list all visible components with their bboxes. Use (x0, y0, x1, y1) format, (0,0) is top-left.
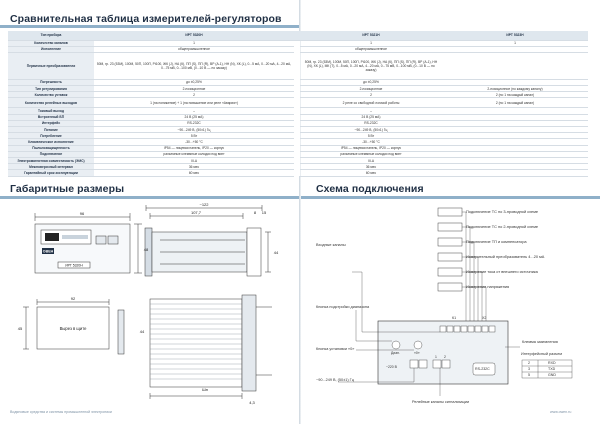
legend-item: Подключение ТС по 3-проводной схеме (466, 209, 539, 214)
comparison-table (8, 31, 588, 177)
legend-item: Измерение напряжения (466, 284, 510, 289)
table-row (8, 170, 588, 176)
cell-irt5320: 5 Вт (94, 133, 294, 139)
interface-signal: GND (548, 373, 556, 377)
diap-label: Диап. (391, 351, 400, 355)
brand-logo (42, 248, 54, 254)
dim-cutout-height: 45 (17, 326, 23, 331)
dim-side-bottom: 4,3 (249, 400, 255, 405)
cell-irt5320: 1 (на понижение) + 1 (на повышение или реле «Авария») (94, 98, 294, 108)
dim-side-b: 15 (261, 210, 267, 215)
cell-irt5320: 60 мес (94, 170, 294, 176)
cell-irt5320: общепромышленное (94, 46, 294, 52)
dim-side-inner: 107,7 (190, 210, 202, 215)
cutout-label: Вырез в щите (59, 326, 87, 331)
cell-irt5321: 36 мес (300, 164, 442, 170)
header-cell: Тип прибора (8, 31, 94, 40)
cell-irt5320: 50М, гр. 23 (53М), 100М, 50П, 100П, Pt100, ЖК (J), НА (К), ПП (S), ПП (R), ВР (А-1), НН (N), ХК (L), 0...5 мА, 0...20 мА, 4...20 мА, 0...75 мВ, 0...100 мВ, (0...10 В — по заказу) (94, 52, 294, 79)
dim-cutout-width: 92 (70, 296, 76, 301)
cell-irt5321: 1 (300, 40, 442, 46)
side-view (145, 205, 272, 399)
cell-irt5321: – (300, 108, 442, 114)
clamp-label: Шн (202, 387, 208, 392)
cell-irt5321: разъемные клеммные колодки под винт (300, 151, 442, 157)
cell-irt5323: 2-позиционное (по каждому каналу) (442, 86, 588, 92)
left-footer: Водяновые средства и системы промышленной электроники (10, 410, 112, 414)
row-label: Количество каналов (8, 40, 94, 46)
table-row (8, 52, 588, 79)
power-terminal-label: ~220 В (386, 365, 397, 369)
row-label: Питание (8, 127, 94, 133)
table-title: Сравнительная таблица измерителей-регуляторов (10, 13, 282, 25)
front-model-label: ИРТ 5320Н (65, 263, 83, 268)
row-label: Первичные преобразователи (8, 52, 94, 79)
cell-irt5320: RS-232C (94, 120, 294, 126)
zero-button[interactable] (414, 341, 422, 349)
range-button-label: Кнопка подстройки диапазона (316, 305, 370, 309)
row-label: Погрешность (8, 79, 94, 85)
cell-irt5321: 5 Вт (300, 133, 442, 139)
cell-irt5321: 60 мес (300, 170, 442, 176)
interface-title: Интерфейсный разъем (521, 352, 562, 356)
interface-pin: 5 (528, 373, 530, 377)
legend-item: Подключение ТП и компенсатора (466, 239, 527, 244)
dimensions-title-bar (0, 196, 299, 199)
dimensions-title: Габаритные размеры (10, 183, 125, 195)
zero-label: «0» (414, 351, 420, 355)
cell-irt5321: 24 В (25 мА) (300, 114, 442, 120)
ground-label: Клемма заземления (522, 340, 558, 344)
cell-irt5321: 2 реле со свободной логикой работы (300, 98, 442, 108)
row-label: Подключение (8, 151, 94, 157)
zero-button-label: Кнопка установки «0» (316, 347, 355, 351)
relay-1-label: 1 (435, 355, 437, 359)
row-label: Климатическое исполнение (8, 139, 94, 145)
row-label: Количество уставок (8, 92, 94, 98)
cell-irt5320: -30...+50 °С (94, 139, 294, 145)
cell-irt5320: 24 В (25 мА) (94, 114, 294, 120)
cell-irt5323 (442, 52, 588, 79)
legend-item: Измерительный преобразователь 4...20 мА (466, 254, 545, 259)
cell-irt5321: 50М, гр. 23 (53М), 100М, 50П, 100П, Pt100, ЖК (J), НА (К), ПП (S), ПП (R), ВР (А-1), НН (N), ХК (L), МК (Т), 0...5 мА, 0...20 мА, 4...20 мА, 0...75 мВ, 0...100 мВ, (0...10 В — по заказу) (300, 52, 442, 79)
brand-text: ОВЕН (42, 249, 54, 254)
cell-irt5320: 2-позиционное (94, 86, 294, 92)
cell-irt5321: -30...+50 °С (300, 139, 442, 145)
dim-front-width: 96 (79, 211, 85, 216)
row-label: Гарантийный срок эксплуатации (8, 170, 94, 176)
wiring-title: Схема подключения (316, 183, 424, 195)
front-view (23, 213, 142, 354)
x2-label: Х2 (482, 316, 487, 320)
interface-pin: 2 (528, 361, 530, 365)
row-label: Количество релейных выходов (8, 98, 94, 108)
cell-irt5320: разъемные клеммные колодки под винт (94, 151, 294, 157)
cell-irt5320: IP54 — лицевая панель, IP20 — корпус (94, 145, 294, 151)
dim-side-a: 8 (253, 210, 257, 215)
row-label: Исполнение (8, 46, 94, 52)
dimensions-drawing (0, 200, 299, 410)
row-label: Встроенный БП (8, 114, 94, 120)
cell-irt5320: III-А (94, 157, 294, 163)
relays-label: Релейные каналы сигнализации (412, 400, 470, 404)
row-label: Потребление (8, 133, 94, 139)
relay-2-label: 2 (444, 355, 446, 359)
cell-irt5323 (442, 170, 588, 176)
cell-irt5320: 2 (94, 92, 294, 98)
interface-pin: 3 (528, 367, 530, 371)
interface-signal: RXD (548, 361, 556, 365)
cell-irt5321: 2 (300, 92, 442, 98)
cell-irt5320: 36 мес (94, 164, 294, 170)
row-label: Пыльнозащищенность (8, 145, 94, 151)
rs232-label: RS-232C (475, 367, 490, 371)
cell-irt5321: ~90...249 В, (50±1) Гц (300, 127, 442, 133)
row-label: Электромагнитная совместимость (ЭМС) (8, 157, 94, 163)
inputs-label: Входные каналы (316, 243, 346, 247)
dim-side-height: 44 (273, 250, 279, 255)
header-cell: ИРТ 5323Н (442, 31, 588, 40)
header-cell: ИРТ 5320Н (94, 31, 294, 40)
wiring-title-bar (300, 196, 600, 199)
header-cell: ИРТ 5321Н (300, 31, 442, 40)
cell-irt5321: до ±0,25% (300, 79, 442, 85)
table-row (8, 98, 588, 108)
table-body (8, 40, 588, 176)
cell-irt5321: 2-позиционное (300, 86, 442, 92)
cell-irt5321: IP54 — лицевая панель, IP20 — корпус (300, 145, 442, 151)
legend-item: Измерение тока от внешнего источника (466, 269, 538, 274)
cell-irt5321: общепромышленное (300, 46, 442, 52)
cell-irt5320: до ±0,25% (94, 79, 294, 85)
legend-item: Подключение ТС по 2-проводной схеме (466, 224, 539, 229)
interface-signal: TXD (548, 367, 556, 371)
dim-front-height: 48 (143, 247, 149, 252)
cell-irt5320: – (94, 108, 294, 114)
dim-side-left: 44 (139, 329, 145, 334)
k1-label: К1 (452, 316, 457, 320)
row-label: Межповерочный интервал (8, 164, 94, 170)
cell-irt5323: 2 (по 1 на каждый канал) (442, 92, 588, 98)
cell-irt5320: ~90...249 В, (50±1) Гц (94, 127, 294, 133)
dim-side-depth: ~122 (199, 202, 209, 207)
table-header-row (8, 31, 588, 40)
cell-irt5323: 2 (по 1 на каждый канал) (442, 98, 588, 108)
cell-irt5320: 1 (94, 40, 294, 46)
legend-icons (438, 208, 462, 291)
right-footer: www.owen.ru (550, 410, 572, 414)
cell-irt5321: III-А (300, 157, 442, 163)
row-label: Интерфейс (8, 120, 94, 126)
row-label: Токовый выход (8, 108, 94, 114)
cell-irt5321: RS-232C (300, 120, 442, 126)
power-label: ~90...249 В, (50±1) Гц (316, 378, 354, 382)
range-button[interactable] (392, 341, 400, 349)
cell-irt5323: 1 (442, 40, 588, 46)
row-label: Тип регулирования (8, 86, 94, 92)
